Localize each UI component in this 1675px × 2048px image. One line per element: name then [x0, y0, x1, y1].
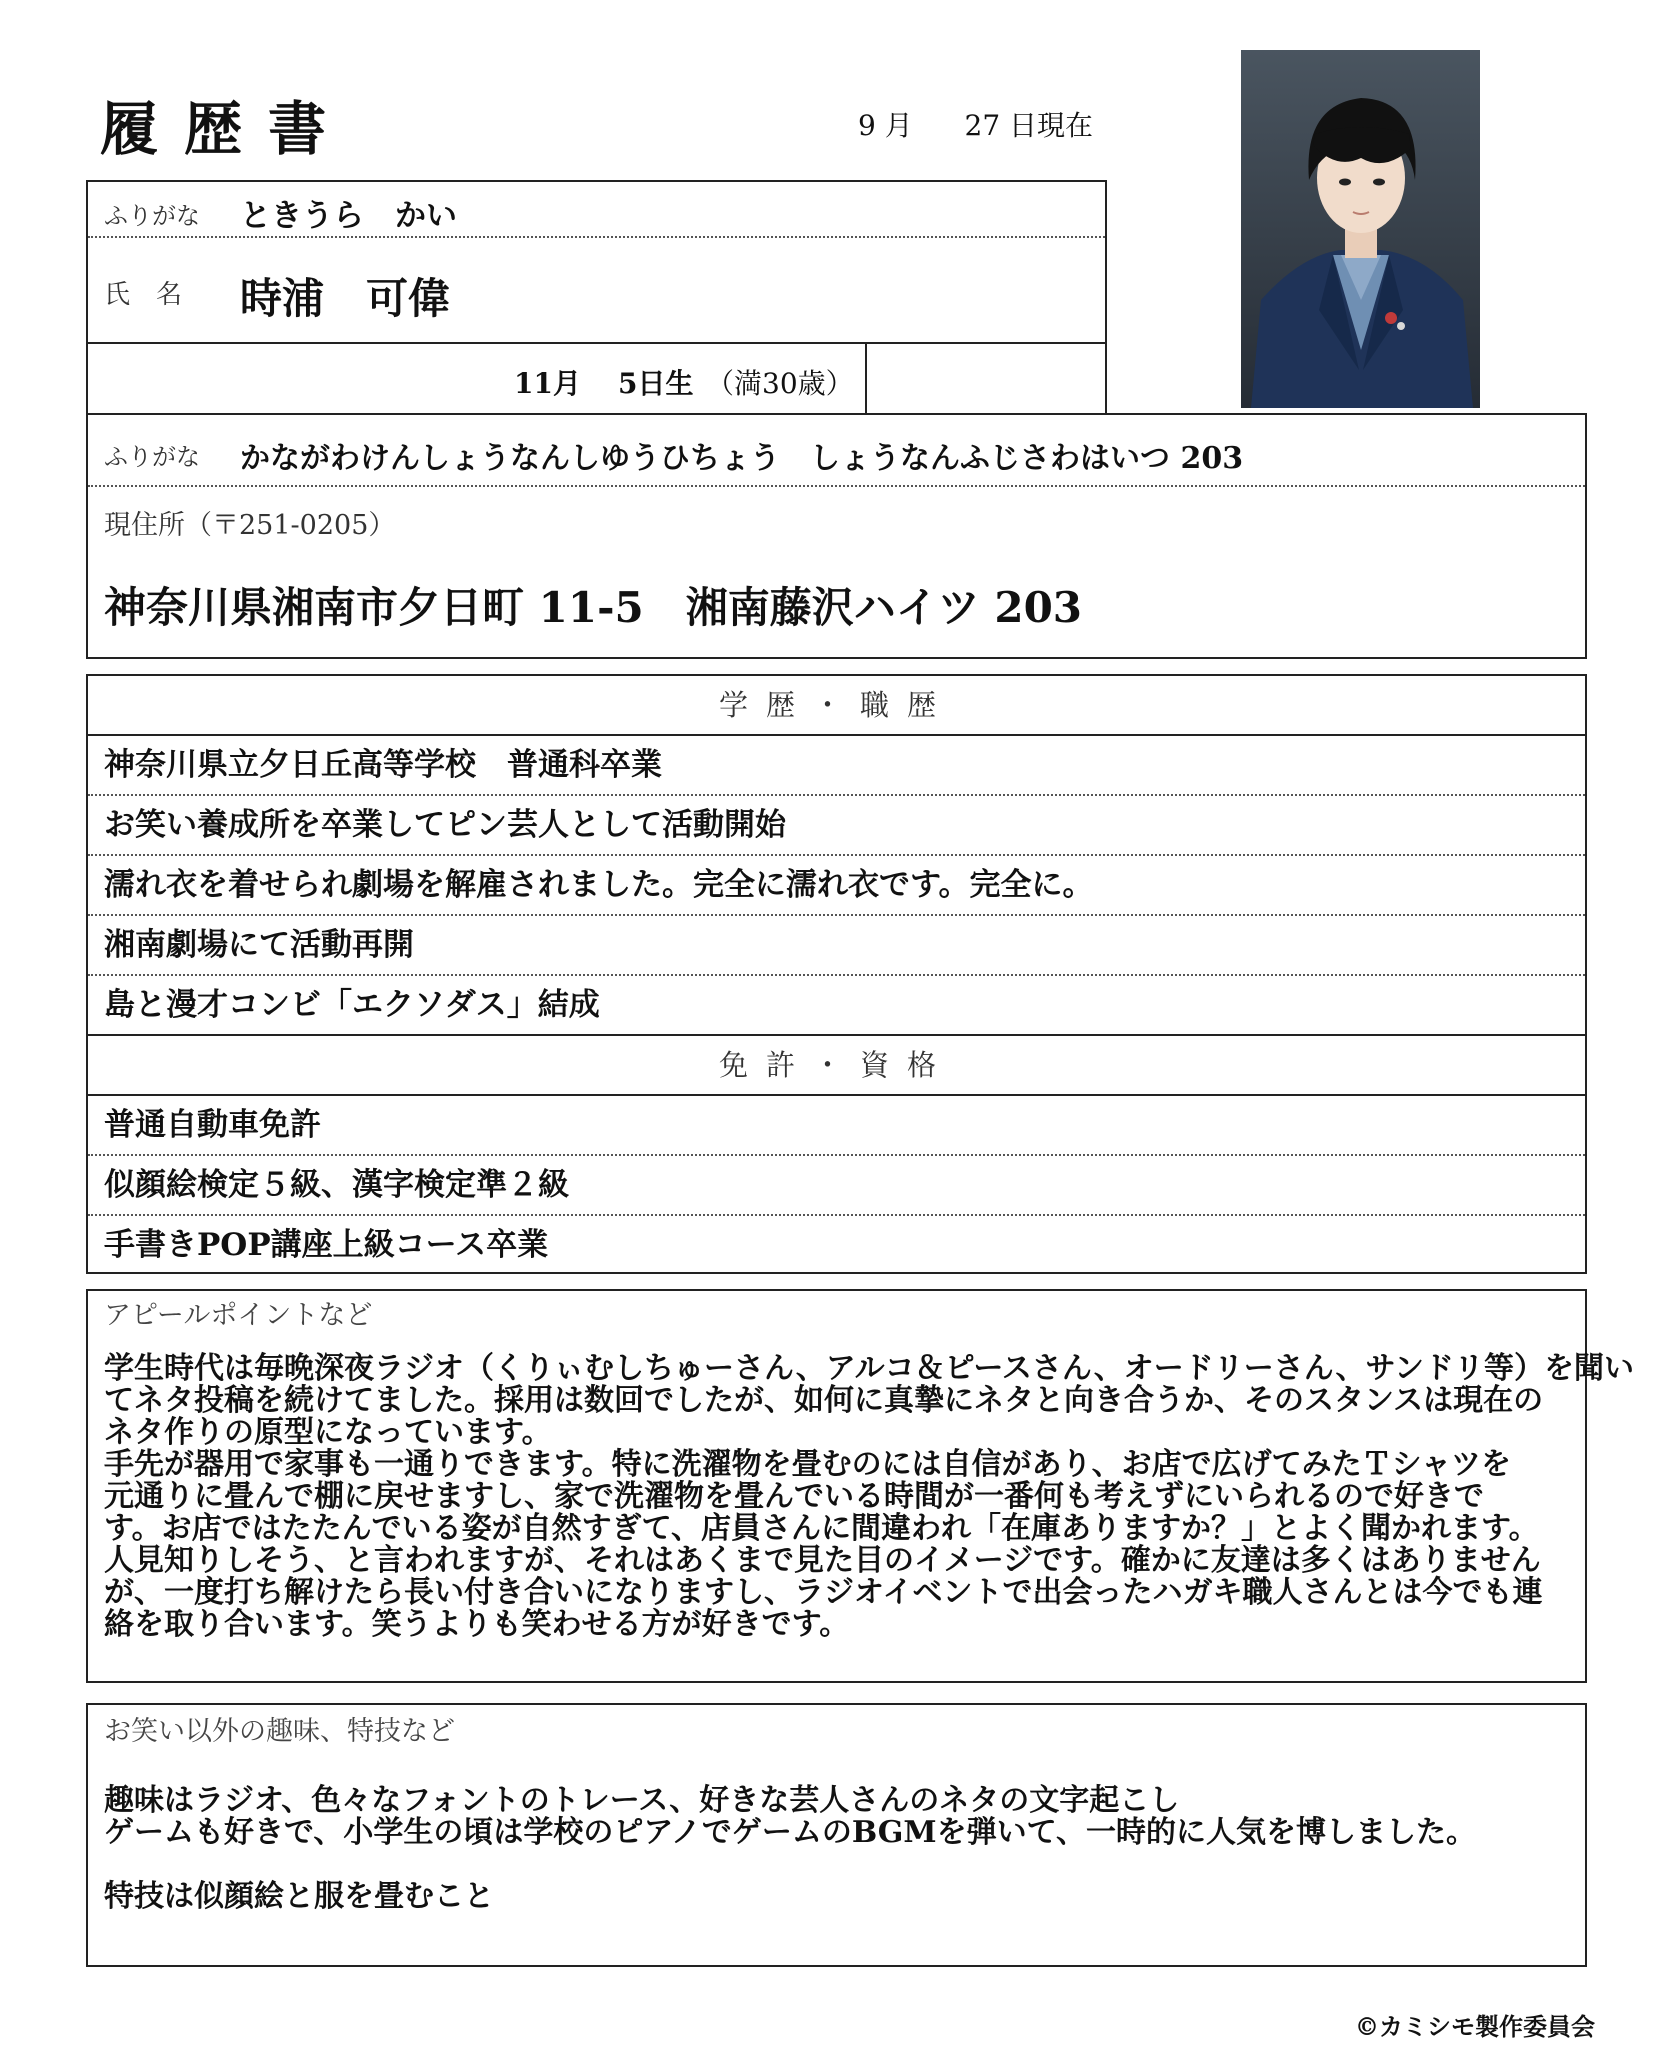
- date-month: 9 月: [858, 109, 913, 142]
- license-item: 普通自動車免許: [88, 1096, 1585, 1156]
- address-section: [86, 413, 1587, 659]
- address-label: 現住所（〒251-0205）: [104, 510, 396, 541]
- history-item: 湘南劇場にて活動再開: [88, 916, 1585, 976]
- applicant-photo: [1241, 50, 1480, 408]
- copyright: ©カミシモ製作委員会: [1355, 2012, 1595, 2041]
- name-furigana: ときうら かい: [240, 198, 457, 234]
- name-label: 氏 名: [104, 280, 183, 310]
- appeal-line: 手先が器用で家事も一通りできます。特に洗濯物を畳むのには自信があり、お店で広げてみたＴシャツを: [104, 1447, 1511, 1482]
- appeal-line: 絡を取り合います。笑うよりも笑わせる方が好きです。: [104, 1607, 850, 1642]
- address-furigana-row: [88, 415, 1585, 487]
- birth-month: 11月: [514, 367, 581, 400]
- hobbies-label: お笑い以外の趣味、特技など: [104, 1716, 455, 1747]
- history-item: お笑い養成所を卒業してピン芸人として活動開始: [88, 796, 1585, 856]
- hobbies-text: [104, 1785, 1584, 1913]
- furigana-label: ふりがな: [104, 202, 200, 230]
- appeal-label: アピールポイントなど: [104, 1300, 373, 1331]
- hobbies-section: [86, 1703, 1587, 1967]
- age: （満30歳）: [706, 367, 854, 400]
- license-item: 手書きPOP講座上級コース卒業: [104, 1227, 549, 1263]
- furigana-row: [88, 182, 1105, 238]
- appeal-text: [104, 1351, 1634, 1642]
- appeal-line: ネタ作りの原型になっています。: [104, 1415, 552, 1450]
- birth-day: 5日生: [618, 367, 694, 400]
- licenses-heading: 免許・資格: [88, 1036, 1585, 1096]
- history-section: [86, 674, 1587, 1274]
- date-day: 27 日現在: [964, 109, 1094, 142]
- document-title: 履歴書: [100, 95, 353, 163]
- appeal-line: 元通りに畳んで棚に戻せますし、家で洗濯物を畳んでいる時間が一番何も考えずにいられるので好きで: [104, 1479, 1484, 1514]
- appeal-line: 学生時代は毎晩深夜ラジオ（くりぃむしちゅーさん、アルコ＆ピースさん、オードリーさん、サンドリ等）を聞い: [104, 1351, 1634, 1386]
- applicant-name: 時浦 可偉: [240, 274, 451, 323]
- hobby-line: ゲームも好きで、小学生の頃は学校のピアノでゲームのBGMを弾いて、一時的に人気を博しました。: [104, 1815, 1477, 1850]
- appeal-line: が、一度打ち解けたら長い付き合いになりますし、ラジオイベントで出会ったハガキ職人さんとは今でも連: [104, 1575, 1543, 1610]
- birth-divider: [865, 344, 867, 415]
- address-furigana: かながわけんしょうなんしゆうひちょう しょうなんふじさわはいつ 203: [240, 441, 1244, 476]
- address-furigana-label: ふりがな: [104, 443, 200, 471]
- history-item: 濡れ衣を着せられ劇場を解雇されました。完全に濡れ衣です。完全に。: [88, 856, 1585, 916]
- license-item: 似顔絵検定５級、漢字検定準２級: [88, 1156, 1585, 1216]
- appeal-line: す。お店ではたたんでいる姿が自然すぎて、店員さんに間違われ「在庫ありますか？」とよく聞かれます。: [104, 1511, 1539, 1546]
- address: 神奈川県湘南市夕日町 11-5 湘南藤沢ハイツ 203: [104, 583, 1083, 632]
- hobby-line: 特技は似顔絵と服を畳むこと: [104, 1879, 494, 1914]
- hobby-line: [104, 1849, 1584, 1881]
- hobby-line: 趣味はラジオ、色々なフォントのトレース、好きな芸人さんのネタの文字起こし: [104, 1783, 1180, 1818]
- history-item: 島と漫才コンビ「エクソダス」結成: [88, 976, 1585, 1036]
- name-section: [86, 180, 1107, 415]
- appeal-line: 人見知りしそう、と言われますが、それはあくまで見た目のイメージです。確かに友達は多くはありません: [104, 1543, 1541, 1578]
- history-heading: 学歴・職歴: [88, 676, 1585, 736]
- name-row: [88, 238, 1105, 344]
- appeal-line: てネタ投稿を続けてました。採用は数回でしたが、如何に真摯にネタと向き合うか、そのスタンスは現在の: [104, 1383, 1544, 1418]
- birth-row: [88, 344, 1105, 413]
- history-item: 神奈川県立夕日丘高等学校 普通科卒業: [88, 736, 1585, 796]
- document-date: [858, 104, 1093, 144]
- appeal-section: [86, 1289, 1634, 1683]
